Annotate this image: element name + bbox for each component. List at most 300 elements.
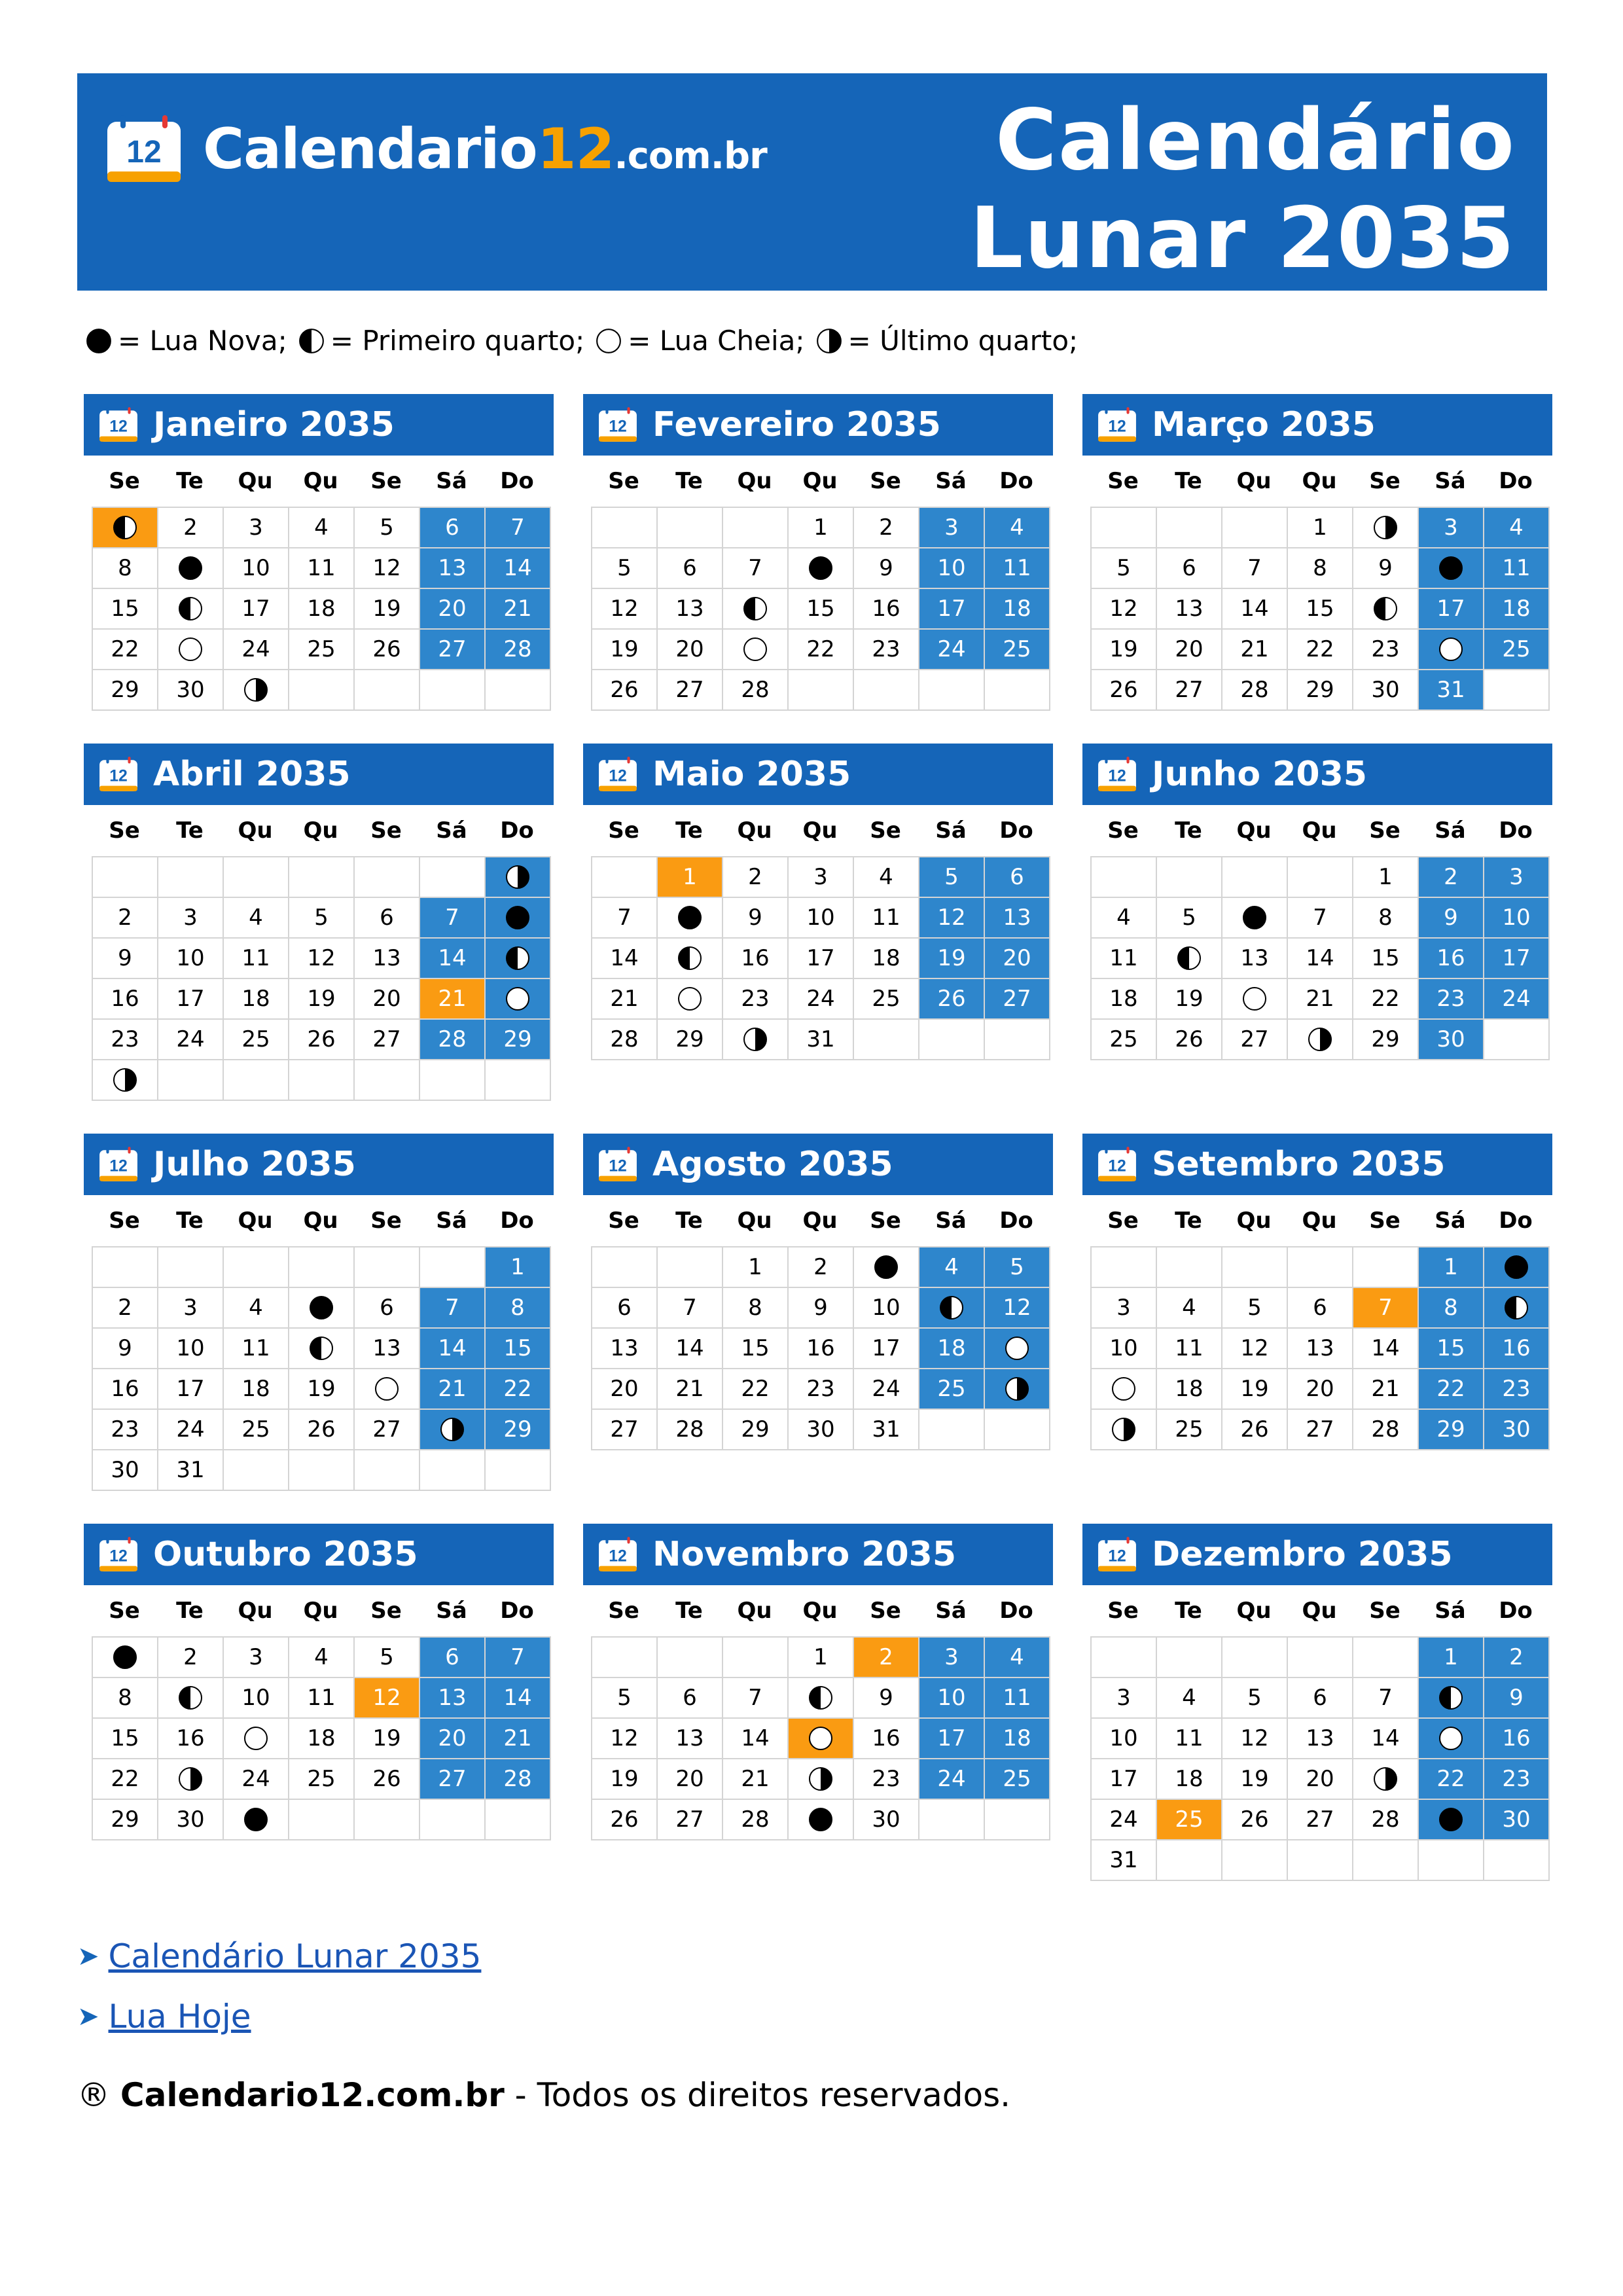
day-cell-new-moon[interactable] <box>1484 1247 1550 1288</box>
day-cell[interactable]: 18 <box>1092 979 1157 1020</box>
day-cell-full-moon[interactable] <box>1222 979 1288 1020</box>
day-cell-first-moon[interactable] <box>658 939 723 979</box>
day-cell[interactable]: 3 <box>919 508 985 548</box>
day-cell[interactable]: 17 <box>789 939 854 979</box>
day-cell[interactable]: 3 <box>1092 1678 1157 1719</box>
day-cell[interactable]: 15 <box>1353 939 1419 979</box>
day-cell[interactable]: 9 <box>789 1288 854 1329</box>
day-cell[interactable]: 29 <box>486 1020 551 1060</box>
day-cell[interactable]: 28 <box>723 1800 789 1840</box>
day-cell[interactable]: 19 <box>355 1719 420 1759</box>
day-cell[interactable]: 7 <box>1353 1678 1419 1719</box>
day-cell[interactable]: 16 <box>723 939 789 979</box>
day-cell[interactable]: 8 <box>486 1288 551 1329</box>
day-cell[interactable]: 3 <box>224 508 289 548</box>
day-cell[interactable]: 3 <box>789 857 854 898</box>
day-cell[interactable]: 1 <box>1419 1247 1484 1288</box>
day-cell-last-moon[interactable] <box>486 857 551 898</box>
day-cell[interactable]: 5 <box>1222 1288 1288 1329</box>
day-cell[interactable]: 30 <box>1484 1800 1550 1840</box>
day-cell[interactable]: 13 <box>420 548 486 589</box>
day-cell[interactable]: 25 <box>1157 1800 1222 1840</box>
day-cell[interactable]: 19 <box>1222 1369 1288 1410</box>
day-cell[interactable]: 14 <box>1353 1329 1419 1369</box>
day-cell[interactable]: 27 <box>985 979 1050 1020</box>
day-cell[interactable]: 27 <box>1157 670 1222 711</box>
day-cell-first-moon[interactable] <box>93 508 158 548</box>
day-cell[interactable]: 17 <box>919 1719 985 1759</box>
day-cell[interactable]: 15 <box>486 1329 551 1369</box>
day-cell-full-moon[interactable] <box>1092 1369 1157 1410</box>
day-cell[interactable]: 9 <box>93 939 158 979</box>
day-cell[interactable]: 4 <box>985 1638 1050 1678</box>
day-cell[interactable]: 22 <box>1353 979 1419 1020</box>
day-cell[interactable]: 29 <box>1288 670 1353 711</box>
day-cell[interactable]: 19 <box>289 979 355 1020</box>
day-cell[interactable]: 27 <box>420 630 486 670</box>
link-moon-today[interactable] <box>77 1998 251 2036</box>
day-cell[interactable]: 22 <box>93 1759 158 1800</box>
day-cell[interactable]: 6 <box>658 1678 723 1719</box>
day-cell[interactable]: 26 <box>1157 1020 1222 1060</box>
day-cell[interactable]: 2 <box>158 508 224 548</box>
day-cell[interactable]: 4 <box>1092 898 1157 939</box>
day-cell[interactable]: 28 <box>658 1410 723 1450</box>
day-cell[interactable]: 25 <box>1157 1410 1222 1450</box>
day-cell-last-moon[interactable] <box>789 1759 854 1800</box>
day-cell[interactable]: 25 <box>854 979 919 1020</box>
day-cell[interactable]: 4 <box>289 1638 355 1678</box>
day-cell[interactable]: 25 <box>224 1020 289 1060</box>
day-cell[interactable]: 22 <box>1419 1759 1484 1800</box>
day-cell[interactable]: 11 <box>985 548 1050 589</box>
day-cell-new-moon[interactable] <box>789 548 854 589</box>
day-cell[interactable]: 22 <box>1419 1369 1484 1410</box>
day-cell[interactable]: 12 <box>289 939 355 979</box>
day-cell[interactable]: 18 <box>854 939 919 979</box>
day-cell[interactable]: 12 <box>355 1678 420 1719</box>
day-cell-last-moon[interactable] <box>1288 1020 1353 1060</box>
day-cell-first-moon[interactable] <box>486 939 551 979</box>
day-cell[interactable]: 10 <box>224 548 289 589</box>
day-cell[interactable]: 20 <box>420 1719 486 1759</box>
day-cell[interactable]: 11 <box>1092 939 1157 979</box>
day-cell[interactable]: 19 <box>1222 1759 1288 1800</box>
day-cell[interactable]: 11 <box>1157 1719 1222 1759</box>
day-cell[interactable]: 21 <box>592 979 658 1020</box>
day-cell[interactable]: 16 <box>1419 939 1484 979</box>
day-cell[interactable]: 9 <box>854 548 919 589</box>
day-cell[interactable]: 16 <box>93 1369 158 1410</box>
day-cell[interactable]: 8 <box>723 1288 789 1329</box>
day-cell[interactable]: 20 <box>658 1759 723 1800</box>
day-cell[interactable]: 24 <box>854 1369 919 1410</box>
day-cell[interactable]: 9 <box>1484 1678 1550 1719</box>
day-cell[interactable]: 21 <box>486 589 551 630</box>
day-cell[interactable]: 21 <box>420 1369 486 1410</box>
day-cell[interactable]: 25 <box>224 1410 289 1450</box>
day-cell[interactable]: 17 <box>224 589 289 630</box>
day-cell[interactable]: 27 <box>1288 1800 1353 1840</box>
day-cell[interactable]: 12 <box>355 548 420 589</box>
day-cell[interactable]: 24 <box>1092 1800 1157 1840</box>
day-cell[interactable]: 18 <box>1157 1369 1222 1410</box>
day-cell[interactable]: 20 <box>355 979 420 1020</box>
day-cell[interactable]: 7 <box>420 1288 486 1329</box>
day-cell[interactable]: 29 <box>93 670 158 711</box>
day-cell-last-moon[interactable] <box>224 670 289 711</box>
day-cell[interactable]: 7 <box>723 1678 789 1719</box>
day-cell[interactable]: 24 <box>158 1020 224 1060</box>
day-cell[interactable]: 25 <box>289 630 355 670</box>
day-cell[interactable]: 1 <box>789 1638 854 1678</box>
day-cell[interactable]: 27 <box>592 1410 658 1450</box>
day-cell[interactable]: 13 <box>985 898 1050 939</box>
day-cell[interactable]: 27 <box>658 1800 723 1840</box>
day-cell[interactable]: 9 <box>723 898 789 939</box>
day-cell-new-moon[interactable] <box>789 1800 854 1840</box>
day-cell[interactable]: 23 <box>723 979 789 1020</box>
day-cell[interactable]: 16 <box>854 589 919 630</box>
day-cell[interactable]: 16 <box>854 1719 919 1759</box>
day-cell-full-moon[interactable] <box>658 979 723 1020</box>
day-cell[interactable]: 16 <box>93 979 158 1020</box>
day-cell[interactable]: 1 <box>486 1247 551 1288</box>
day-cell[interactable]: 19 <box>355 589 420 630</box>
day-cell[interactable]: 13 <box>355 939 420 979</box>
day-cell[interactable]: 26 <box>289 1410 355 1450</box>
day-cell[interactable]: 1 <box>658 857 723 898</box>
day-cell[interactable]: 7 <box>420 898 486 939</box>
day-cell[interactable]: 9 <box>93 1329 158 1369</box>
day-cell[interactable]: 17 <box>1419 589 1484 630</box>
day-cell[interactable]: 30 <box>1353 670 1419 711</box>
day-cell[interactable]: 30 <box>158 670 224 711</box>
day-cell[interactable]: 6 <box>985 857 1050 898</box>
link-lunar-calendar[interactable] <box>77 1937 481 1975</box>
day-cell-first-moon[interactable] <box>1157 939 1222 979</box>
day-cell-last-moon[interactable] <box>93 1060 158 1101</box>
day-cell-full-moon[interactable] <box>355 1369 420 1410</box>
day-cell[interactable]: 14 <box>1353 1719 1419 1759</box>
day-cell[interactable]: 18 <box>985 589 1050 630</box>
day-cell[interactable]: 27 <box>1222 1020 1288 1060</box>
day-cell[interactable]: 20 <box>420 589 486 630</box>
day-cell[interactable]: 1 <box>789 508 854 548</box>
day-cell-last-moon[interactable] <box>420 1410 486 1450</box>
day-cell[interactable]: 23 <box>93 1410 158 1450</box>
day-cell[interactable]: 5 <box>592 1678 658 1719</box>
day-cell[interactable]: 8 <box>1353 898 1419 939</box>
day-cell[interactable]: 16 <box>789 1329 854 1369</box>
day-cell[interactable]: 26 <box>592 1800 658 1840</box>
day-cell[interactable]: 10 <box>789 898 854 939</box>
day-cell[interactable]: 13 <box>355 1329 420 1369</box>
day-cell[interactable]: 1 <box>723 1247 789 1288</box>
day-cell[interactable]: 18 <box>224 979 289 1020</box>
day-cell[interactable]: 8 <box>1419 1288 1484 1329</box>
day-cell[interactable]: 11 <box>1484 548 1550 589</box>
day-cell[interactable]: 5 <box>1157 898 1222 939</box>
day-cell[interactable]: 23 <box>1353 630 1419 670</box>
day-cell-new-moon[interactable] <box>158 548 224 589</box>
day-cell[interactable]: 31 <box>854 1410 919 1450</box>
day-cell-first-moon[interactable] <box>289 1329 355 1369</box>
day-cell-first-moon[interactable] <box>789 1678 854 1719</box>
day-cell[interactable]: 19 <box>919 939 985 979</box>
day-cell[interactable]: 25 <box>985 630 1050 670</box>
day-cell[interactable]: 5 <box>1222 1678 1288 1719</box>
day-cell[interactable]: 16 <box>158 1719 224 1759</box>
day-cell[interactable]: 20 <box>1288 1369 1353 1410</box>
day-cell[interactable]: 18 <box>289 1719 355 1759</box>
day-cell[interactable]: 9 <box>1353 548 1419 589</box>
day-cell-new-moon[interactable] <box>486 898 551 939</box>
day-cell[interactable]: 24 <box>1484 979 1550 1020</box>
day-cell[interactable]: 4 <box>224 1288 289 1329</box>
day-cell[interactable]: 5 <box>355 1638 420 1678</box>
day-cell[interactable]: 30 <box>789 1410 854 1450</box>
day-cell[interactable]: 21 <box>1288 979 1353 1020</box>
day-cell[interactable]: 7 <box>1353 1288 1419 1329</box>
day-cell[interactable]: 28 <box>486 630 551 670</box>
day-cell[interactable]: 2 <box>1419 857 1484 898</box>
day-cell[interactable]: 3 <box>1484 857 1550 898</box>
day-cell[interactable]: 8 <box>93 1678 158 1719</box>
day-cell[interactable]: 31 <box>158 1450 224 1491</box>
day-cell[interactable]: 4 <box>224 898 289 939</box>
day-cell[interactable]: 4 <box>1157 1678 1222 1719</box>
day-cell[interactable]: 14 <box>420 939 486 979</box>
day-cell-first-moon[interactable] <box>158 1678 224 1719</box>
day-cell-full-moon[interactable] <box>723 630 789 670</box>
day-cell-first-moon[interactable] <box>723 589 789 630</box>
day-cell[interactable]: 15 <box>93 1719 158 1759</box>
day-cell-last-moon[interactable] <box>985 1369 1050 1410</box>
day-cell[interactable]: 3 <box>1092 1288 1157 1329</box>
day-cell[interactable]: 25 <box>1092 1020 1157 1060</box>
day-cell[interactable]: 23 <box>1484 1759 1550 1800</box>
day-cell[interactable]: 2 <box>93 898 158 939</box>
day-cell[interactable]: 22 <box>1288 630 1353 670</box>
day-cell[interactable]: 10 <box>1092 1719 1157 1759</box>
day-cell[interactable]: 5 <box>1092 548 1157 589</box>
day-cell[interactable]: 30 <box>1484 1410 1550 1450</box>
day-cell[interactable]: 2 <box>93 1288 158 1329</box>
day-cell[interactable]: 26 <box>592 670 658 711</box>
day-cell[interactable]: 26 <box>355 630 420 670</box>
day-cell[interactable]: 26 <box>1222 1410 1288 1450</box>
day-cell[interactable]: 25 <box>919 1369 985 1410</box>
day-cell[interactable]: 22 <box>93 630 158 670</box>
day-cell[interactable]: 26 <box>1092 670 1157 711</box>
site-logo[interactable] <box>105 110 767 188</box>
day-cell[interactable]: 23 <box>789 1369 854 1410</box>
day-cell[interactable]: 6 <box>355 898 420 939</box>
day-cell[interactable]: 31 <box>1092 1840 1157 1881</box>
link-moon-today-label[interactable]: Lua Hoje <box>108 1998 251 2036</box>
day-cell-new-moon[interactable] <box>1419 1800 1484 1840</box>
day-cell[interactable]: 18 <box>289 589 355 630</box>
day-cell[interactable]: 7 <box>486 508 551 548</box>
day-cell[interactable]: 21 <box>723 1759 789 1800</box>
day-cell[interactable]: 24 <box>919 1759 985 1800</box>
day-cell[interactable]: 11 <box>854 898 919 939</box>
day-cell[interactable]: 28 <box>723 670 789 711</box>
day-cell[interactable]: 15 <box>93 589 158 630</box>
day-cell[interactable]: 6 <box>420 508 486 548</box>
day-cell[interactable]: 17 <box>854 1329 919 1369</box>
day-cell[interactable]: 24 <box>224 1759 289 1800</box>
day-cell[interactable]: 21 <box>486 1719 551 1759</box>
day-cell-full-moon[interactable] <box>985 1329 1050 1369</box>
day-cell[interactable]: 12 <box>592 589 658 630</box>
day-cell-new-moon[interactable] <box>1419 548 1484 589</box>
day-cell[interactable]: 19 <box>1092 630 1157 670</box>
day-cell[interactable]: 13 <box>420 1678 486 1719</box>
day-cell[interactable]: 17 <box>158 1369 224 1410</box>
day-cell[interactable]: 10 <box>919 548 985 589</box>
day-cell[interactable]: 24 <box>919 630 985 670</box>
day-cell[interactable]: 24 <box>224 630 289 670</box>
day-cell[interactable]: 27 <box>658 670 723 711</box>
day-cell[interactable]: 15 <box>1288 589 1353 630</box>
day-cell[interactable]: 19 <box>592 1759 658 1800</box>
day-cell[interactable]: 14 <box>486 1678 551 1719</box>
day-cell[interactable]: 4 <box>289 508 355 548</box>
day-cell[interactable]: 22 <box>789 630 854 670</box>
day-cell[interactable]: 11 <box>289 1678 355 1719</box>
day-cell[interactable]: 5 <box>592 548 658 589</box>
day-cell[interactable]: 2 <box>158 1638 224 1678</box>
day-cell[interactable]: 31 <box>1419 670 1484 711</box>
day-cell[interactable]: 10 <box>158 939 224 979</box>
day-cell[interactable]: 15 <box>723 1329 789 1369</box>
day-cell-full-moon[interactable] <box>486 979 551 1020</box>
day-cell[interactable]: 12 <box>985 1288 1050 1329</box>
day-cell[interactable]: 18 <box>1484 589 1550 630</box>
day-cell[interactable]: 28 <box>1222 670 1288 711</box>
day-cell[interactable]: 1 <box>1288 508 1353 548</box>
day-cell[interactable]: 14 <box>1222 589 1288 630</box>
day-cell[interactable]: 3 <box>919 1638 985 1678</box>
day-cell[interactable]: 2 <box>1484 1638 1550 1678</box>
day-cell[interactable]: 6 <box>1157 548 1222 589</box>
day-cell[interactable]: 7 <box>723 548 789 589</box>
day-cell[interactable]: 11 <box>1157 1329 1222 1369</box>
day-cell[interactable]: 3 <box>158 898 224 939</box>
day-cell[interactable]: 4 <box>1484 508 1550 548</box>
day-cell[interactable]: 18 <box>224 1369 289 1410</box>
day-cell[interactable]: 18 <box>1157 1759 1222 1800</box>
day-cell-last-moon[interactable] <box>1353 508 1419 548</box>
day-cell[interactable]: 27 <box>1288 1410 1353 1450</box>
day-cell[interactable]: 2 <box>854 508 919 548</box>
day-cell[interactable]: 11 <box>289 548 355 589</box>
link-lunar-calendar-label[interactable]: Calendário Lunar 2035 <box>108 1937 482 1975</box>
day-cell-last-moon[interactable] <box>158 1759 224 1800</box>
day-cell[interactable]: 20 <box>1288 1759 1353 1800</box>
day-cell[interactable]: 23 <box>854 630 919 670</box>
day-cell[interactable]: 11 <box>224 1329 289 1369</box>
day-cell[interactable]: 7 <box>1288 898 1353 939</box>
day-cell[interactable]: 20 <box>592 1369 658 1410</box>
day-cell[interactable]: 30 <box>158 1800 224 1840</box>
day-cell[interactable]: 2 <box>723 857 789 898</box>
day-cell-last-moon[interactable] <box>1353 1759 1419 1800</box>
day-cell[interactable]: 6 <box>592 1288 658 1329</box>
day-cell[interactable]: 10 <box>919 1678 985 1719</box>
day-cell[interactable]: 17 <box>919 589 985 630</box>
day-cell[interactable]: 23 <box>1419 979 1484 1020</box>
day-cell[interactable]: 27 <box>355 1410 420 1450</box>
day-cell-full-moon[interactable] <box>1419 630 1484 670</box>
day-cell[interactable]: 22 <box>486 1369 551 1410</box>
day-cell[interactable]: 13 <box>658 1719 723 1759</box>
day-cell[interactable]: 10 <box>158 1329 224 1369</box>
day-cell[interactable]: 7 <box>486 1638 551 1678</box>
day-cell[interactable]: 14 <box>420 1329 486 1369</box>
day-cell-new-moon[interactable] <box>93 1638 158 1678</box>
day-cell[interactable]: 26 <box>355 1759 420 1800</box>
day-cell[interactable]: 9 <box>1419 898 1484 939</box>
day-cell-last-moon[interactable] <box>723 1020 789 1060</box>
day-cell[interactable]: 5 <box>355 508 420 548</box>
day-cell[interactable]: 12 <box>1092 589 1157 630</box>
day-cell[interactable]: 16 <box>1484 1329 1550 1369</box>
day-cell[interactable]: 1 <box>1419 1638 1484 1678</box>
day-cell[interactable]: 26 <box>289 1020 355 1060</box>
day-cell[interactable]: 7 <box>1222 548 1288 589</box>
day-cell[interactable]: 13 <box>1288 1719 1353 1759</box>
day-cell[interactable]: 26 <box>919 979 985 1020</box>
day-cell[interactable]: 14 <box>1288 939 1353 979</box>
day-cell[interactable]: 11 <box>224 939 289 979</box>
day-cell-new-moon[interactable] <box>289 1288 355 1329</box>
day-cell-full-moon[interactable] <box>789 1719 854 1759</box>
day-cell[interactable]: 28 <box>420 1020 486 1060</box>
day-cell[interactable]: 13 <box>1157 589 1222 630</box>
day-cell[interactable]: 25 <box>985 1759 1050 1800</box>
day-cell-first-moon[interactable] <box>919 1288 985 1329</box>
day-cell[interactable]: 9 <box>854 1678 919 1719</box>
day-cell[interactable]: 15 <box>1419 1329 1484 1369</box>
day-cell[interactable]: 21 <box>1222 630 1288 670</box>
day-cell[interactable]: 22 <box>723 1369 789 1410</box>
day-cell[interactable]: 12 <box>1222 1329 1288 1369</box>
day-cell[interactable]: 30 <box>1419 1020 1484 1060</box>
day-cell[interactable]: 7 <box>658 1288 723 1329</box>
day-cell[interactable]: 23 <box>854 1759 919 1800</box>
day-cell[interactable]: 29 <box>723 1410 789 1450</box>
day-cell[interactable]: 6 <box>1288 1678 1353 1719</box>
day-cell[interactable]: 11 <box>985 1678 1050 1719</box>
day-cell[interactable]: 28 <box>1353 1800 1419 1840</box>
day-cell[interactable]: 24 <box>158 1410 224 1450</box>
day-cell[interactable]: 14 <box>658 1329 723 1369</box>
day-cell[interactable]: 28 <box>486 1759 551 1800</box>
day-cell[interactable]: 29 <box>93 1800 158 1840</box>
day-cell[interactable]: 7 <box>592 898 658 939</box>
day-cell[interactable]: 3 <box>1419 508 1484 548</box>
day-cell[interactable]: 3 <box>158 1288 224 1329</box>
day-cell-full-moon[interactable] <box>1419 1719 1484 1759</box>
day-cell[interactable]: 17 <box>158 979 224 1020</box>
day-cell[interactable]: 13 <box>592 1329 658 1369</box>
day-cell[interactable]: 5 <box>985 1247 1050 1288</box>
day-cell-last-moon[interactable] <box>1092 1410 1157 1450</box>
day-cell[interactable]: 21 <box>420 979 486 1020</box>
